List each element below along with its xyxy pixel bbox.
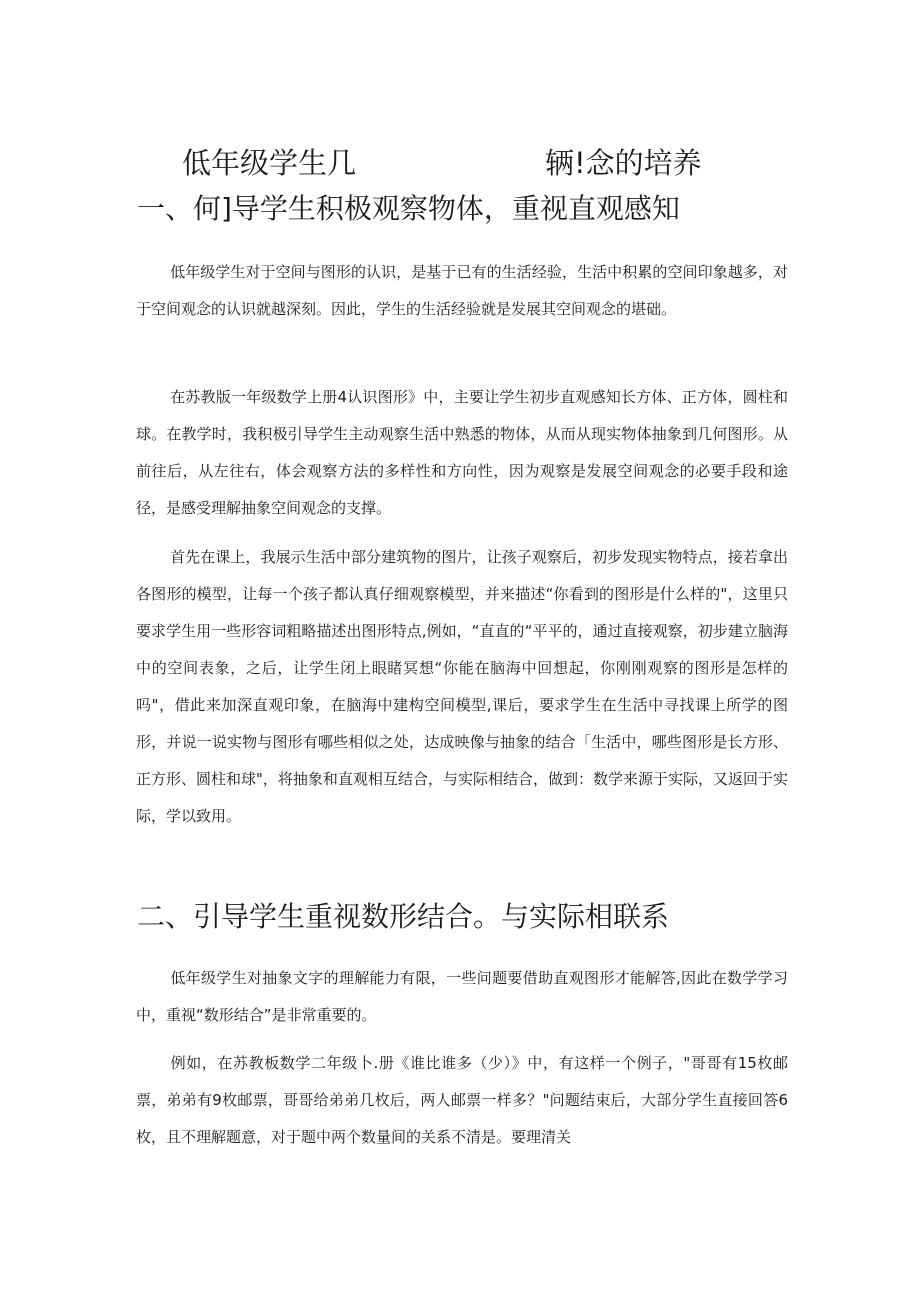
paragraph [136,1045,788,1156]
paragraph-text: 在苏教版一年级数学上册4认识图形》中，主要让学生初步直观感知长方体、正方体，圆柱和球。在教学时，我积极引导学生主动观察生活中熟悉的物体，从而从现实物体抽象到几何图形。从前往后，从左往右，体会观察方法的多样性和方向性，因为观察是发展空间观念的必要手段和途径，是感受理解抽象空间观念的支撑。 [136,388,788,517]
paragraph-text: 例如，在苏教板数学二年级卜.册《谁比谁多（少）》中，有这样一个例子，"哥哥有15枚邮票，弟弟有9枚邮票，哥哥给弟弟几枚后，两人邮票一样多？"问题结束后，大部分学生直接回答6枚，且不理解题意，对于题中两个数量间的关系不清是。要理清关 [136,1054,788,1146]
section-heading-1: 一、何]导学生积极观察物体，重视直观感知 [137,192,680,225]
title-right-fragment: 辆!念的培养 [545,146,702,180]
title-left-fragment: 低年级学生几 [182,146,357,180]
paragraph-text: 低年级学生对抽象文字的理解能力有限，一些问题要借助直观图形才能解答,因此在数学学习中，重视“数形结合”是非常重要的。 [136,969,788,1024]
paragraph [136,539,788,835]
paragraph [136,254,788,328]
document-title [0,141,920,181]
paragraph-text: 低年级学生对于空间与图形的认识，是基于已有的生活经验，生活中积累的空间印象越多，对于空间观念的认识就越深刻。因此，学生的生活经验就是发展其空间观念的堪础。 [136,263,788,318]
paragraph [136,379,788,527]
paragraph-text: 首先在课上，我展示生活中部分建筑物的图片，让孩子观察后，初步发现实物特点，接若拿出各图形的模型，让每一个孩子都认真仔细观察模型，并来描述“你看到的图形是什么样的"，这里只要求学生用一些形容词粗略描述出图形特点,例如，“直直的“平平的，通过直接观察，初步建立脑海中的空间表象，之后，让学生闭上眼睹冥想“你能在脑海中回想起，你刚刚观察的图形是怎样的吗"，借此来加深直观印象，在脑海中建构空间模型,课后，要求学生在生活中寻找课上所学的图形，并说一说实物与图形有哪些相似之处，达成映像与抽象的结合「生活中，哪些图形是长方形、正方形、圆柱和球"，将抽象和直观相互结合，与实际相结合，做到：数学来源于实际，又返回于实际，学以致用。 [136,548,788,825]
section-heading-2: 二、引导学生重视数形结合。与实际相联系 [137,900,670,933]
paragraph [136,960,788,1034]
